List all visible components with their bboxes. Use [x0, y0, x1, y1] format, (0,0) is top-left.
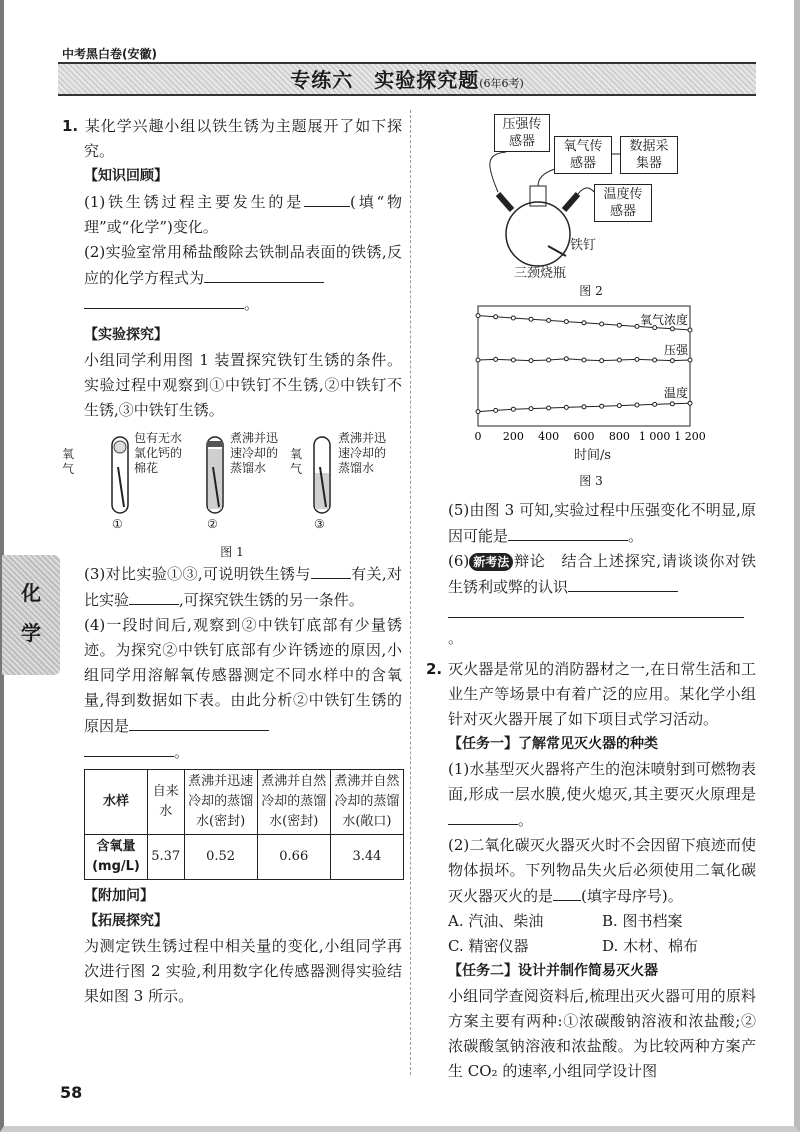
series-label-2: 温度 [663, 386, 688, 401]
q1-intro: 1. 某化学兴趣小组以铁生锈为主题展开了如下探究。 [62, 114, 402, 164]
q2-task2-text: 小组同学查阅资料后,梳理出灭火器可用的原料方案主要有两种:①浓碳酸钠溶液和浓盐酸;②浓碳酸氢钠溶液和浓盐酸。为比较两种方案产生 CO₂ 的速率,小组同学设计图 [448, 987, 756, 1080]
answer-blank[interactable] [129, 713, 269, 731]
series-point-1 [529, 359, 533, 363]
tube3-label: 煮沸并迅速冷却的蒸馏水 [338, 431, 387, 475]
x-tick-label: 0 [474, 430, 482, 443]
q2-options [426, 909, 756, 959]
left-column [62, 114, 402, 1009]
figure-2-caption: 图 2 [579, 284, 603, 298]
series-point-1 [511, 358, 515, 362]
tube2-label: 煮沸并迅速冷却的蒸馏水 [230, 431, 279, 475]
subject-tab [2, 555, 60, 675]
q1-extra-heading: 【附加问】 [84, 888, 154, 904]
q1-part5: (5)由图 3 可知,实验过程中压强变化不明显,原因可能是 。 [448, 501, 756, 545]
table-cell: 0.52 [184, 835, 257, 880]
pressure-sensor-box: 压强传感器 [494, 114, 550, 152]
series-point-2 [617, 404, 621, 408]
q1-part4: (4)一段时间后,观察到②中铁钉底部有少量锈迹。为探究②中铁钉底部有少许锈迹的原因,小组同学用溶解氧传感器测定不同水样中的含氧量,得到数据如下表。由此分析②中铁钉生锈的原因是 。 [84, 616, 402, 761]
q1-part3: (3)对比实验①③,可说明铁生锈与 有关,对比实验 ,可探究铁生锈的另一条件。 [62, 561, 402, 613]
series-point-1 [494, 357, 498, 361]
nail-1 [118, 467, 124, 507]
answer-blank[interactable] [84, 739, 174, 757]
figure-3 [426, 300, 756, 480]
x-tick-label: 200 [502, 430, 524, 443]
series-point-0 [600, 322, 604, 326]
table-header-cell: 煮沸并迅速冷却的蒸馏水(密封) [184, 770, 257, 835]
answer-blank[interactable] [568, 574, 678, 592]
option-a: A. 汽油、柴油 [448, 912, 544, 930]
series-point-1 [564, 357, 568, 361]
q1-extend-text: 为测定铁生锈过程中相关量的变化,小组同学再次进行图 2 实验,利用数字化传感器测得实验结果如图 3 所示。 [84, 937, 402, 1005]
column-divider [410, 110, 411, 1075]
flask-neck-right [564, 194, 578, 210]
new-method-badge: 新考法 [469, 553, 513, 571]
section-title-bar [58, 62, 756, 96]
option-c: C. 精密仪器 [448, 937, 529, 955]
series-point-1 [688, 358, 692, 362]
q1-explore-text: 小组同学利用图 1 装置探究铁钉生锈的条件。实验过程中观察到①中铁钉不生锈,②中铁钉不生锈,③中铁钉生锈。 [84, 351, 402, 419]
series-point-0 [688, 328, 692, 332]
q2-intro: 2. 灭火器是常见的消防器材之一,在日常生活和工业生产等场景中有着广泛的应用。某化学小组针对灭火器开展了如下项目式学习活动。 [426, 657, 756, 732]
flask-label: 三颈烧瓶 [514, 266, 567, 281]
table-cell: 3.44 [330, 835, 403, 880]
q2-task1-part2: (2)二氧化碳灭火器灭火时不会因留下痕迹而使物体损坏。下列物品失火后必须使用二氧化碳灭火器灭火的是 (填字母序号)。 [448, 836, 756, 905]
x-tick-label: 600 [573, 430, 595, 443]
answer-blank[interactable] [553, 883, 581, 901]
oxygen-sensor-box: 氧气传感器 [554, 136, 612, 174]
series-point-2 [511, 407, 515, 411]
oxygen-data-table [84, 769, 404, 880]
series-point-2 [476, 410, 480, 414]
figure-1 [62, 427, 402, 543]
table-cell: 5.37 [147, 835, 184, 880]
option-b: B. 图书档案 [602, 912, 683, 930]
table-row [85, 770, 404, 835]
series-point-1 [617, 358, 621, 362]
option-d: D. 木材、棉布 [602, 937, 699, 955]
series-point-0 [476, 314, 480, 318]
oxygen-label-3: 氧气 [290, 447, 303, 476]
series-point-2 [564, 405, 568, 409]
flask-neck-left [498, 194, 512, 210]
series-point-1 [476, 358, 480, 362]
oxygen-label-1: 氧气 [62, 447, 75, 476]
series-point-2 [600, 404, 604, 408]
series-point-1 [653, 358, 657, 362]
answer-blank[interactable] [129, 587, 179, 605]
figure-1-caption: 图 1 [220, 545, 244, 559]
x-tick-label: 800 [608, 430, 630, 443]
cotton-ball [114, 441, 126, 453]
series-point-2 [494, 408, 498, 412]
x-tick-label: 400 [538, 430, 560, 443]
oil-layer-2 [207, 441, 223, 447]
q2-number: 2. [426, 660, 443, 678]
table-header-cell: 含氧量(mg/L) [85, 835, 148, 880]
series-point-1 [582, 358, 586, 362]
tube3-num: ③ [314, 517, 325, 531]
subject-tab-char-1: 化 [21, 581, 41, 605]
wire-pressure [490, 152, 506, 192]
series-point-1 [547, 358, 551, 362]
series-point-1 [600, 359, 604, 363]
table-header-cell: 煮沸并自然冷却的蒸馏水(密封) [257, 770, 330, 835]
tube1-label: 包有无水氯化钙的棉花 [134, 431, 183, 475]
section-subtitle: (6年6考) [479, 77, 524, 90]
x-tick-label: 1 000 [638, 430, 671, 443]
series-label-0: 氧气浓度 [639, 313, 688, 327]
series-point-0 [547, 318, 551, 322]
nail-label: 铁钉 [570, 238, 597, 253]
flask-body [506, 202, 570, 266]
answer-blank[interactable] [448, 600, 744, 618]
series-point-0 [564, 320, 568, 324]
series-point-1 [670, 359, 674, 363]
book-header: 中考黑白卷(安徽) [62, 47, 157, 61]
table-row [85, 835, 404, 880]
answer-blank[interactable] [508, 523, 628, 541]
q1-number: 1. [62, 117, 79, 135]
nail-in-flask [548, 246, 566, 256]
q1-part2: (2)实验室常用稀盐酸除去铁制品表面的铁锈,反应的化学方程式为 。 [84, 243, 402, 313]
series-point-0 [635, 324, 639, 328]
q1-review-heading: 【知识回顾】 [84, 168, 168, 184]
answer-blank[interactable] [84, 291, 244, 309]
answer-blank[interactable] [304, 189, 350, 207]
data-collector-box: 数据采集器 [620, 136, 678, 174]
figure-2 [426, 114, 756, 304]
series-point-2 [547, 406, 551, 410]
tube2-num: ② [207, 517, 218, 531]
q2-task2-heading: 【任务二】设计并制作简易灭火器 [448, 963, 658, 979]
series-point-0 [617, 323, 621, 327]
section-title: 专练六 实验探究题 [290, 68, 480, 92]
series-point-1 [635, 357, 639, 361]
temp-sensor-box: 温度传感器 [594, 184, 652, 222]
series-point-0 [670, 327, 674, 331]
series-point-2 [582, 405, 586, 409]
figure-3-caption: 图 3 [579, 474, 603, 488]
x-tick-label: 1 200 [674, 430, 706, 443]
q1-part1: (1)铁生锈过程主要发生的是 (填“物理”或“化学”)变化。 [62, 189, 402, 240]
subject-tab-char-2: 学 [21, 621, 41, 645]
series-label-1: 压强 [663, 343, 688, 357]
q2-task1-heading: 【任务一】了解常见灭火器的种类 [448, 736, 658, 752]
series-point-2 [635, 403, 639, 407]
q2-task1-part1: (1)水基型灭火器将产生的泡沫喷射到可燃物表面,形成一层水膜,使火熄灭,其主要灭火原理是。 [448, 760, 756, 829]
table-cell: 0.66 [257, 835, 330, 880]
page-number: 58 [60, 1083, 83, 1102]
series-point-0 [494, 315, 498, 319]
series-point-0 [529, 317, 533, 321]
table-header-cell: 煮沸并自然冷却的蒸馏水(敞口) [330, 770, 403, 835]
chart-xlabel: 时间/s [574, 448, 612, 463]
series-point-0 [511, 316, 515, 320]
answer-blank[interactable] [311, 561, 351, 579]
q1-part6: (6) 新考法 辩论 结合上述探究,请谈谈你对铁生锈利或弊的认识 。 [448, 552, 756, 647]
figure-3-chart [426, 300, 756, 460]
series-point-2 [688, 401, 692, 405]
tube1-num: ① [112, 517, 123, 531]
answer-blank[interactable] [204, 265, 324, 283]
series-point-0 [582, 321, 586, 325]
table-header-cell: 水样 [85, 770, 148, 835]
answer-blank[interactable] [448, 807, 518, 825]
series-point-2 [670, 402, 674, 406]
right-column [426, 114, 756, 1084]
q1-explore-heading: 【实验探究】 [84, 327, 168, 343]
series-point-2 [529, 407, 533, 411]
series-point-2 [653, 402, 657, 406]
table-header-cell: 自来水 [147, 770, 184, 835]
q1-extend-heading: 【拓展探究】 [84, 913, 168, 929]
